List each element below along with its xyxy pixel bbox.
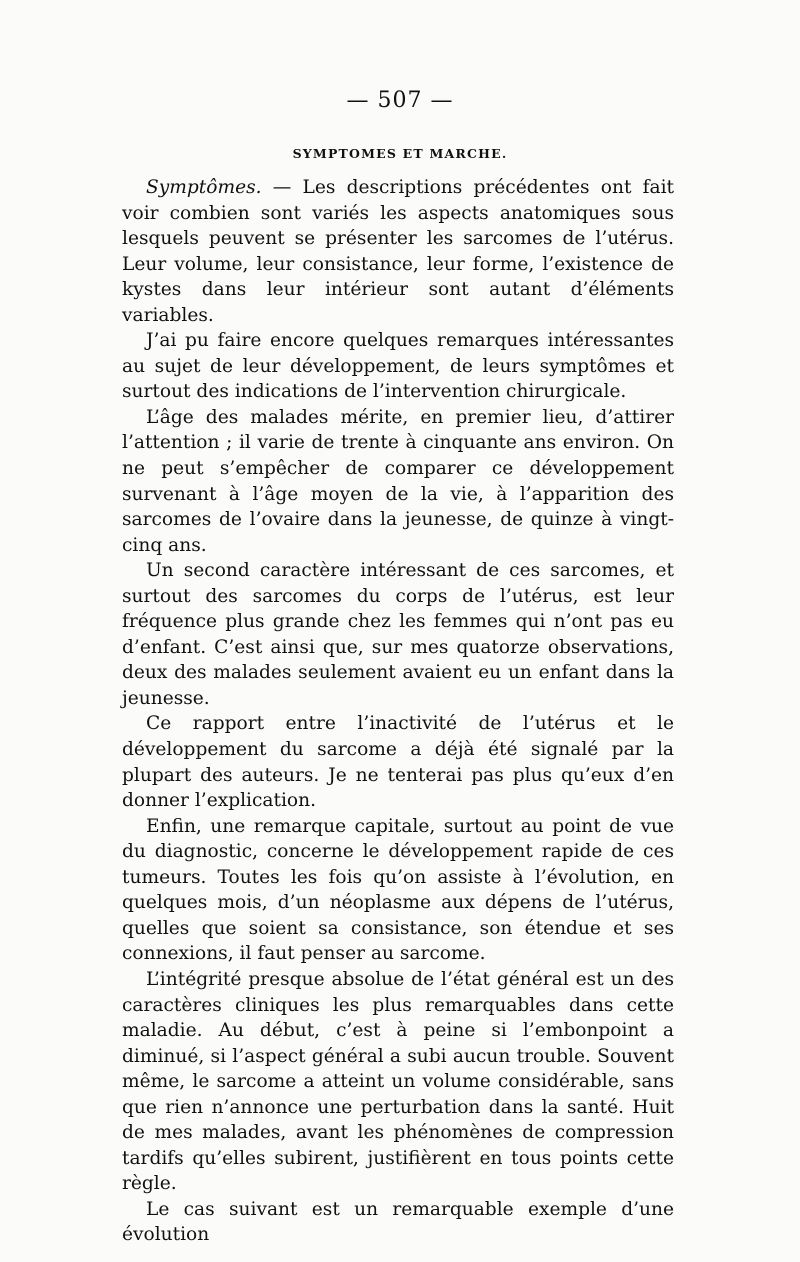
section-title: Symptômes.: [146, 177, 262, 198]
paragraph-3: L’âge des malades mérite, en premier lieu, d’attirer l’attention ; il varie de trente à cinquante ans environ. On ne peut s’empêcher de comparer ce développement survenant à l’âge moyen de la vie, à l’apparition des sarcomes de l’ovaire dans la jeunesse, de quinze à vingt-cinq ans.: [122, 406, 674, 556]
body-text: [122, 175, 674, 1248]
paragraph-6: Enfin, une remarque capitale, surtout au point de vue du diagnostic, concerne le développement rapide de ces tumeurs. Toutes les fois qu’on assiste à l’évolution, en quelques mois, d’un néoplasme aux dépens de l’utérus, quelles que soient sa consistance, son étendue et ses connexions, il faut penser au sarcome.: [122, 815, 674, 965]
page-number: — 507 —: [346, 88, 454, 113]
paragraph-1: [122, 175, 674, 328]
paragraph-5: Ce rapport entre l’inactivité de l’utérus et le développement du sarcome a déjà été signalé par la plupart des auteurs. Je ne tenterai pas plus qu’eux d’en donner l’explication.: [122, 713, 674, 812]
paragraph-7: L’intégrité presque absolue de l’état général est un des caractères cliniques les plus remarquables dans cette maladie. Au début, c’est à peine si l’embonpoint a diminué, si l’aspect général a subi aucun trouble. Souvent même, le sarcome a atteint un volume considérable, sans que rien n’annonce une perturbation dans la santé. Huit de mes malades, avant les phénomènes de compression tardifs qu’elles subirent, justifièrent en tous points cette règle.: [122, 968, 674, 1195]
paragraph-4: Un second caractère intéressant de ces sarcomes, et surtout des sarcomes du corps de l’utérus, est leur fréquence plus grande chez les femmes qui n’ont pas eu d’enfant. C’est ainsi que, sur mes quatorze observations, deux des malades seulement avaient eu un enfant dans la jeunesse.: [122, 560, 674, 709]
paragraph-1-text: — Les descriptions précédentes ont fait voir combien sont variés les aspects anatomiques sous lesquels peuvent se présenter les sarcomes de l’utérus. Leur volume, leur consistance, leur forme, l’existence de kystes dans leur intérieur sont autant d’éléments variables.: [122, 177, 674, 326]
paragraph-8: Le cas suivant est un remarquable exemple d’une évolution: [122, 1198, 674, 1246]
paragraph-2: J’ai pu faire encore quelques remarques intéressantes au sujet de leur développement, de leurs symptômes et surtout des indications de l’intervention chirurgicale.: [122, 330, 674, 403]
running-head: SYMPTOMES ET MARCHE.: [292, 146, 508, 161]
